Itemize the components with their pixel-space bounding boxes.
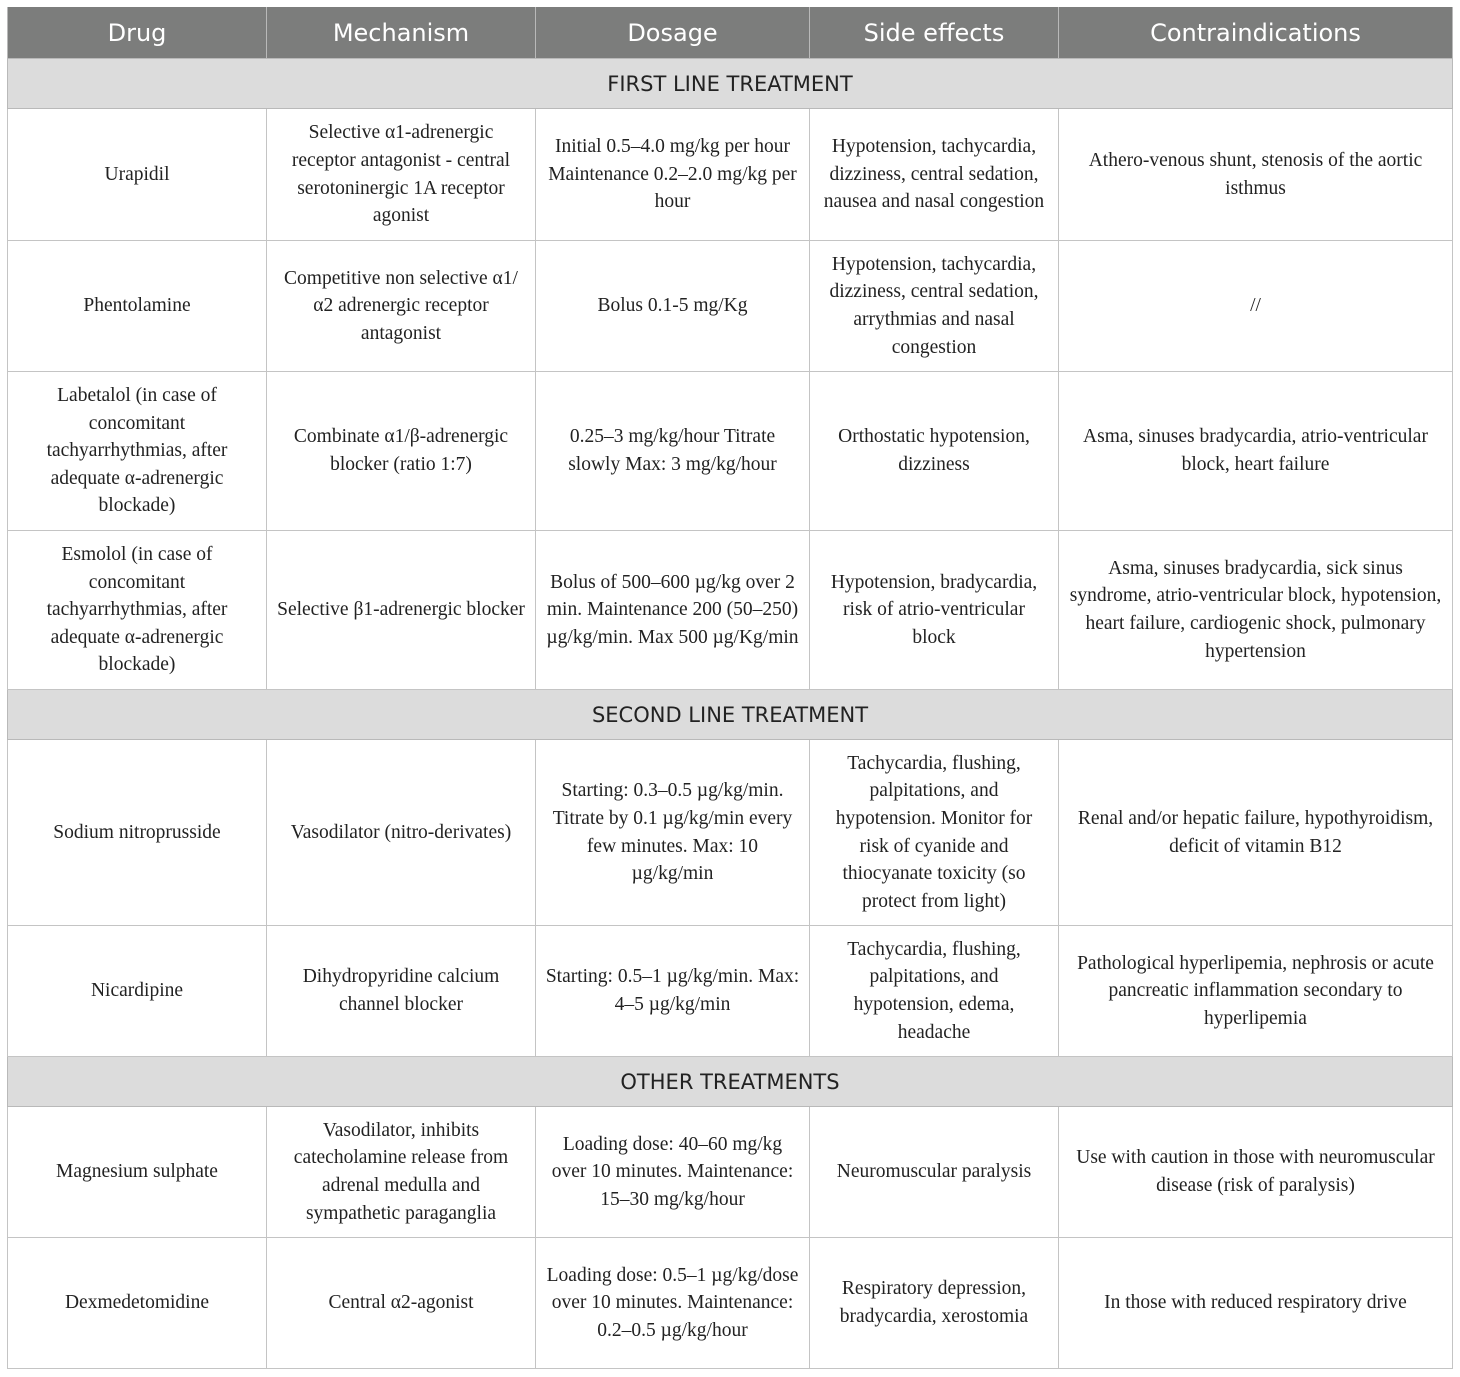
table-row [8, 109, 1453, 241]
table-row [8, 372, 1453, 531]
dosage-cell: Initial 0.5–4.0 mg/kg per hour Maintenance 0.2–2.0 mg/kg per hour [536, 109, 810, 241]
header-side-effects: Side effects [810, 7, 1059, 59]
mechanism-cell: Combinate α1/β-adrenergic blocker (ratio 1:7) [267, 372, 536, 531]
drug-cell: Phentolamine [8, 241, 267, 372]
drug-table [7, 7, 1453, 1369]
mechanism-cell: Vasodilator, inhibits catecholamine release from adrenal medulla and sympathetic paraganglia [267, 1107, 536, 1238]
section-row-first-line [8, 59, 1453, 109]
header-dosage: Dosage [536, 7, 810, 59]
mechanism-cell: Dihydropyridine calcium channel blocker [267, 926, 536, 1057]
header-contraindications: Contraindications [1059, 7, 1453, 59]
header-drug: Drug [8, 7, 267, 59]
dosage-cell: Bolus of 500–600 µg/kg over 2 min. Maintenance 200 (50–250) µg/kg/min. Max 500 µg/Kg/min [536, 531, 810, 690]
table-row [8, 740, 1453, 926]
table-row [8, 926, 1453, 1057]
section-row-other [8, 1057, 1453, 1107]
contraindications-cell: // [1059, 241, 1453, 372]
side-effects-cell: Neuromuscular paralysis [810, 1107, 1059, 1238]
drug-cell: Dexmedetomidine [8, 1238, 267, 1369]
side-effects-cell: Hypotension, tachycardia, dizziness, central sedation, arrythmias and nasal congestion [810, 241, 1059, 372]
section-title: SECOND LINE TREATMENT [8, 690, 1453, 740]
contraindications-cell: Athero-venous shunt, stenosis of the aortic isthmus [1059, 109, 1453, 241]
header-row [8, 7, 1453, 59]
mechanism-cell: Central α2-agonist [267, 1238, 536, 1369]
drug-cell: Nicardipine [8, 926, 267, 1057]
dosage-cell: 0.25–3 mg/kg/hour Titrate slowly Max: 3 mg/kg/hour [536, 372, 810, 531]
drug-cell: Urapidil [8, 109, 267, 241]
dosage-cell: Bolus 0.1-5 mg/Kg [536, 241, 810, 372]
mechanism-cell: Vasodilator (nitro-derivates) [267, 740, 536, 926]
side-effects-cell: Tachycardia, flushing, palpitations, and hypotension. Monitor for risk of cyanide and thiocyanate toxicity (so protect from light) [810, 740, 1059, 926]
section-title: FIRST LINE TREATMENT [8, 59, 1453, 109]
section-row-second-line [8, 690, 1453, 740]
drug-cell: Labetalol (in case of concomitant tachyarrhythmias, after adequate α-adrenergic blockade) [8, 372, 267, 531]
contraindications-cell: Asma, sinuses bradycardia, sick sinus syndrome, atrio-ventricular block, hypotension, heart failure, cardiogenic shock, pulmonary hypertension [1059, 531, 1453, 690]
dosage-cell: Loading dose: 40–60 mg/kg over 10 minutes. Maintenance: 15–30 mg/kg/hour [536, 1107, 810, 1238]
contraindications-cell: Renal and/or hepatic failure, hypothyroidism, deficit of vitamin B12 [1059, 740, 1453, 926]
table-row [8, 531, 1453, 690]
mechanism-cell: Competitive non selective α1/α2 adrenergic receptor antagonist [267, 241, 536, 372]
table-row [8, 1238, 1453, 1369]
drug-cell: Esmolol (in case of concomitant tachyarrhythmias, after adequate α-adrenergic blockade) [8, 531, 267, 690]
contraindications-cell: Use with caution in those with neuromuscular disease (risk of paralysis) [1059, 1107, 1453, 1238]
contraindications-cell: Pathological hyperlipemia, nephrosis or acute pancreatic inflammation secondary to hyperlipemia [1059, 926, 1453, 1057]
side-effects-cell: Hypotension, bradycardia, risk of atrio-ventricular block [810, 531, 1059, 690]
table-row [8, 241, 1453, 372]
header-mechanism: Mechanism [267, 7, 536, 59]
table-header [8, 7, 1453, 59]
table-body [8, 59, 1453, 1369]
side-effects-cell: Hypotension, tachycardia, dizziness, central sedation, nausea and nasal congestion [810, 109, 1059, 241]
side-effects-cell: Tachycardia, flushing, palpitations, and hypotension, edema, headache [810, 926, 1059, 1057]
side-effects-cell: Respiratory depression, bradycardia, xerostomia [810, 1238, 1059, 1369]
mechanism-cell: Selective β1-adrenergic blocker [267, 531, 536, 690]
section-title: OTHER TREATMENTS [8, 1057, 1453, 1107]
side-effects-cell: Orthostatic hypotension, dizziness [810, 372, 1059, 531]
mechanism-cell: Selective α1-adrenergic receptor antagonist - central serotoninergic 1A receptor agonist [267, 109, 536, 241]
contraindications-cell: Asma, sinuses bradycardia, atrio-ventricular block, heart failure [1059, 372, 1453, 531]
contraindications-cell: In those with reduced respiratory drive [1059, 1238, 1453, 1369]
dosage-cell: Starting: 0.3–0.5 µg/kg/min. Titrate by 0.1 µg/kg/min every few minutes. Max: 10 µg/kg/min [536, 740, 810, 926]
dosage-cell: Starting: 0.5–1 µg/kg/min. Max: 4–5 µg/kg/min [536, 926, 810, 1057]
drug-cell: Sodium nitroprusside [8, 740, 267, 926]
dosage-cell: Loading dose: 0.5–1 µg/kg/dose over 10 minutes. Maintenance: 0.2–0.5 µg/kg/hour [536, 1238, 810, 1369]
drug-cell: Magnesium sulphate [8, 1107, 267, 1238]
table-row [8, 1107, 1453, 1238]
